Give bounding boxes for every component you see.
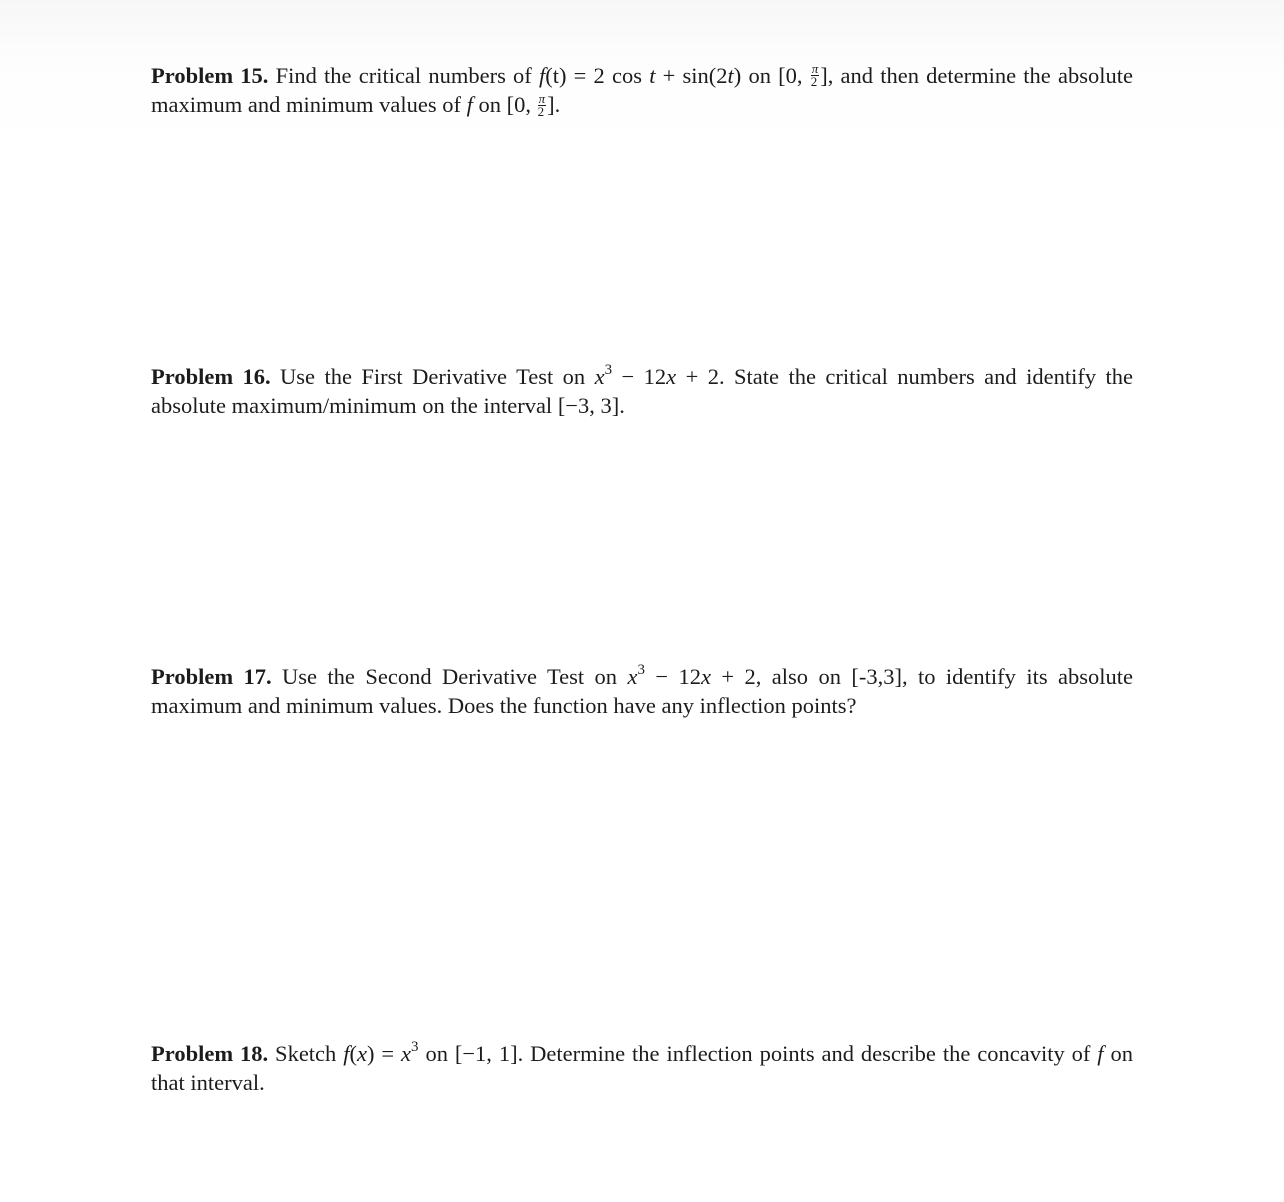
problem-17-label: Problem 17. [151, 664, 272, 689]
problem-15-label: Problem 15. [151, 63, 269, 88]
problem-15: Problem 15. Find the critical numbers of f(t) = 2 cos t + sin(2t) on [0, $\frac{\pi}{2}$ ], and then determine the absolute maximum and minimum values of f on [0, $\frac{\pi}{2}$ ]. [151, 61, 1133, 119]
pi-over-2-fraction: $\frac{\pi}{2}$ [810, 61, 819, 90]
problem-18-label: Problem 18. [151, 1041, 269, 1066]
problem-16-label: Problem 16. [151, 364, 271, 389]
problem-18: Problem 18. Sketch $f(x) = x^3$ on [−1, 1]. Determine the inflection points and describe the concavity of f on that interval. [151, 1038, 1133, 1095]
pi-over-2-fraction: $\frac{\pi}{2}$ [537, 90, 546, 119]
problem-16: Problem 16. Use the First Derivative Test on $x^3 - 12x + 2$. State the critical numbers and identify the absolute maximum/minimum on the interval [−3, 3]. [151, 361, 1133, 418]
problem-17: Problem 17. Use the Second Derivative Test on $x^3 - 12x + 2$, also on [-3,3], to identify its absolute maximum and minimum values. Does the function have any inflection points? [151, 661, 1133, 718]
